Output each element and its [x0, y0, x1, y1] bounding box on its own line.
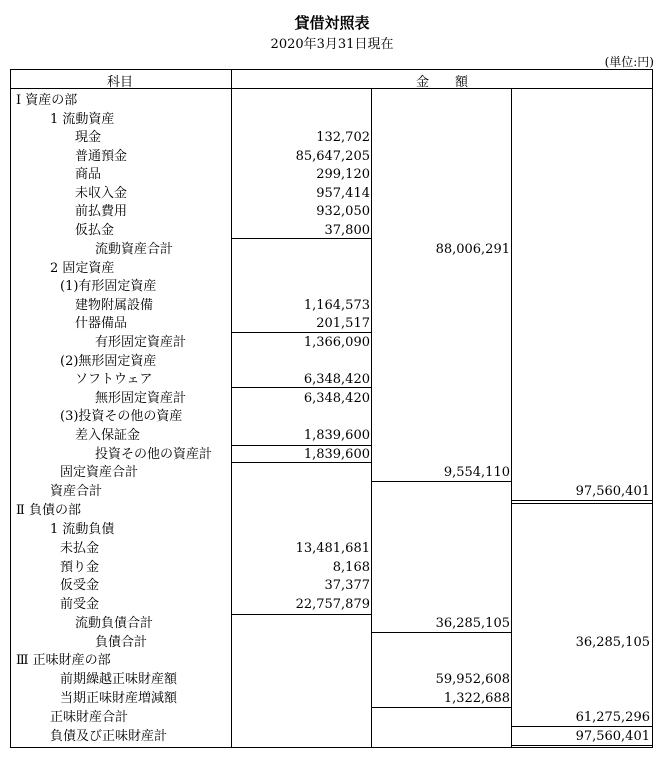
row-label: 固定資産合計 [60, 465, 139, 480]
table-row [0, 203, 664, 221]
table-row [0, 596, 664, 614]
table-row [0, 634, 664, 652]
amount-c1: 1,839,600 [303, 447, 370, 462]
amount-c2: 88,006,291 [435, 242, 510, 257]
table-row [0, 615, 664, 633]
row-label: 現金 [75, 130, 102, 145]
row-label: 預り金 [60, 560, 100, 575]
row-label: 正味財産合計 [50, 710, 129, 725]
table-row [0, 297, 664, 315]
amount-c1: 37,377 [324, 578, 370, 593]
table-row [0, 166, 664, 184]
table-row [0, 427, 664, 445]
row-label: 前受金 [60, 597, 100, 612]
table-row [0, 577, 664, 595]
table-row [0, 540, 664, 558]
table-row [0, 464, 664, 482]
document-date: 2020年3月31日現在 [270, 37, 394, 52]
table-row [0, 148, 664, 166]
row-label: 差入保証金 [75, 428, 141, 443]
row-label: 未収入金 [75, 186, 128, 201]
amount-c3: 97,560,401 [575, 729, 650, 744]
amount-c1: 85,647,205 [295, 149, 370, 164]
row-label: 普通預金 [75, 149, 128, 164]
amount-c2: 36,285,105 [435, 616, 510, 631]
amount-c1: 299,120 [316, 167, 370, 182]
amount-c1: 8,168 [332, 560, 370, 575]
table-row [0, 671, 664, 689]
table-row [0, 446, 664, 464]
amount-c1: 132,702 [316, 130, 370, 145]
table-row [0, 222, 664, 240]
row-label: 仮払金 [75, 223, 115, 238]
amount-c3: 97,560,401 [575, 484, 650, 499]
amount-c1: 6,348,420 [303, 391, 370, 406]
table-row [0, 185, 664, 203]
row-label: 1 流動資産 [50, 112, 115, 127]
row-label: 建物附属設備 [75, 298, 154, 313]
amount-c1: 6,348,420 [303, 372, 370, 387]
amount-c1: 22,757,879 [295, 597, 370, 612]
amount-c1: 932,050 [316, 204, 370, 219]
table-row [0, 408, 664, 426]
amount-c3: 36,285,105 [575, 635, 650, 650]
row-label: 資産合計 [50, 484, 103, 499]
table-row [0, 315, 664, 333]
row-label: 1 流動負債 [50, 522, 115, 537]
table-row [0, 559, 664, 577]
row-label: Ⅲ 正味財産の部 [16, 653, 111, 668]
amount-c2: 9,554,110 [443, 465, 510, 480]
row-label: 未払金 [60, 541, 100, 556]
table-row [0, 129, 664, 147]
table-row [0, 334, 664, 352]
amount-c3: 61,275,296 [575, 710, 650, 725]
header-subject: 科目 [106, 75, 133, 90]
row-label: 2 固定資産 [50, 261, 115, 276]
amount-c1: 201,517 [316, 316, 370, 331]
amount-c2: 1,322,688 [443, 691, 510, 706]
amount-c1: 957,414 [316, 186, 370, 201]
row-label: Ⅰ 資産の部 [16, 93, 78, 108]
table-row [0, 709, 664, 727]
table-row [0, 111, 664, 129]
row-label: Ⅱ 負債の部 [16, 503, 81, 518]
amount-c1: 13,481,681 [295, 541, 370, 556]
table-row [0, 502, 664, 520]
row-label: 前期繰越正味財産額 [60, 672, 178, 687]
amount-c1: 37,800 [324, 223, 370, 238]
row-label: 流動資産合計 [95, 242, 174, 257]
table-row [0, 483, 664, 501]
row-label: 負債及び正味財産計 [50, 729, 168, 744]
table-row [0, 521, 664, 539]
table-row [0, 278, 664, 296]
row-label: 仮受金 [60, 578, 100, 593]
header-divider [10, 88, 653, 89]
table-row [0, 241, 664, 259]
unit-label: (単位:円) [604, 55, 654, 69]
row-label: (2)無形固定資産 [60, 354, 157, 369]
table-row [0, 652, 664, 670]
row-label: 什器備品 [75, 316, 128, 331]
row-label: 当期正味財産増減額 [60, 691, 178, 706]
amount-c1: 1,164,573 [303, 298, 370, 313]
row-label: (1)有形固定資産 [60, 279, 157, 294]
row-label: 負債合計 [95, 635, 148, 650]
row-label: 投資その他の資産計 [95, 447, 213, 462]
row-label: 前払費用 [75, 204, 128, 219]
amount-c2: 59,952,608 [435, 672, 510, 687]
amount-c1: 1,839,600 [303, 428, 370, 443]
document-title: 貸借対照表 [294, 14, 370, 32]
row-label: 無形固定資産計 [95, 391, 187, 406]
table-row [0, 353, 664, 371]
table-row [0, 260, 664, 278]
table-row [0, 690, 664, 708]
table-row [0, 390, 664, 408]
header-amount: 金 額 [415, 75, 468, 90]
amount-c1: 1,366,090 [303, 335, 370, 350]
row-label: 流動負債合計 [75, 616, 154, 631]
row-label: 商品 [75, 167, 102, 182]
table-row [0, 92, 664, 110]
row-label: 有形固定資産計 [95, 335, 187, 350]
table-row [0, 728, 664, 746]
row-label: (3)投資その他の資産 [60, 409, 183, 424]
table-row [0, 371, 664, 389]
row-label: ソフトウェア [75, 372, 153, 387]
